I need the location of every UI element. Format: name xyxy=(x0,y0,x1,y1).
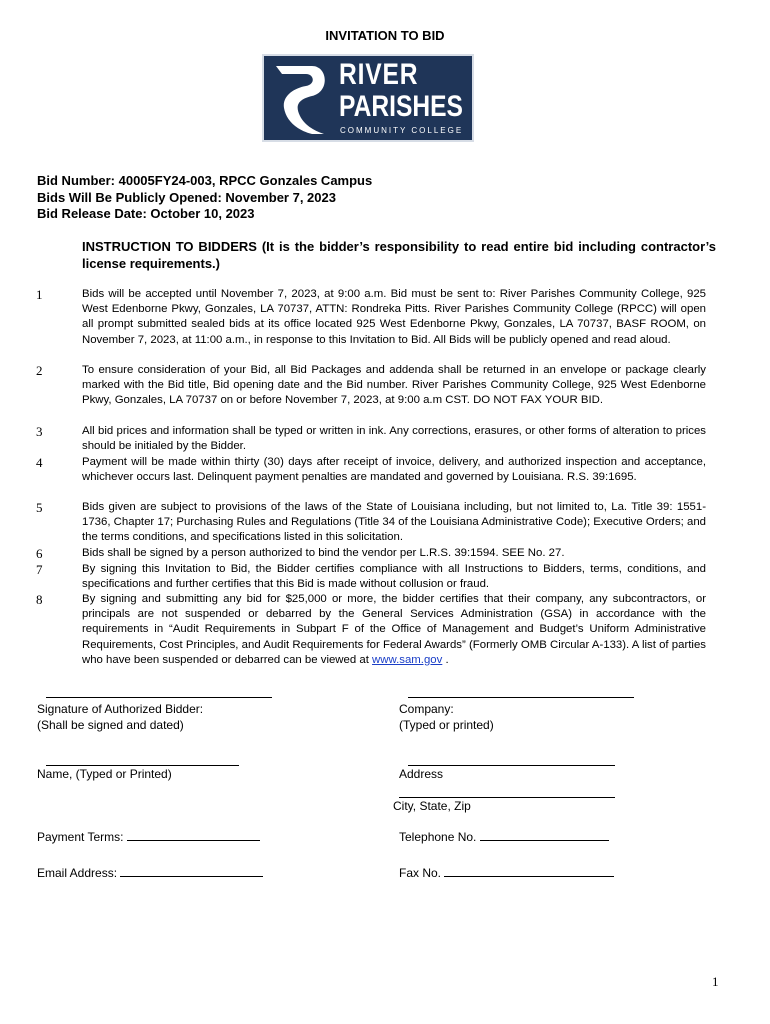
item-number: 2 xyxy=(36,363,43,378)
fax-label: Fax No. xyxy=(399,866,442,880)
fax-field xyxy=(399,865,614,880)
college-logo xyxy=(262,54,474,142)
telephone-line[interactable] xyxy=(480,829,609,841)
bid-opened-date: Bids Will Be Publicly Opened: November 7, 2023 xyxy=(37,190,336,205)
item-text: By signing and submitting any bid for $25,000 or more, the bidder certifies that their company, any subcontractors, or principals are not suspended or debarred by the General Services Administration (GSA) in accordance with the requirements in “Audit Requirements in Subpart F of the Office of Management and Budget’s Uniform Administrative Requirements, Cost Principles, and Audit Requirements for Federal Awards” (Formerly OMB Circular A-133). A list of parties who have been suspended or debarred can be viewed at xyxy=(82,593,706,666)
name-label: Name, (Typed or Printed) xyxy=(37,767,172,781)
city-state-zip-label: City, State, Zip xyxy=(393,799,471,813)
river-logo-icon xyxy=(272,62,334,138)
company-line[interactable] xyxy=(408,697,634,698)
payment-terms-field xyxy=(37,829,260,844)
signature-note: (Shall be signed and dated) xyxy=(37,718,184,732)
address-line[interactable] xyxy=(408,765,615,766)
name-line[interactable] xyxy=(46,765,239,766)
item-number: 5 xyxy=(36,500,43,515)
item-number: 8 xyxy=(36,592,43,607)
instruction-item: Bids shall be signed by a person authorized to bind the vendor per L.R.S. 39:1594. SEE No. 27. xyxy=(82,547,565,559)
logo-text-river: RIVER xyxy=(339,58,419,91)
page-number: 1 xyxy=(712,974,719,989)
sam-gov-link[interactable]: www.sam.gov xyxy=(372,653,443,666)
instruction-item xyxy=(82,592,706,668)
logo-text-parishes: PARISHES xyxy=(339,90,463,123)
email-line[interactable] xyxy=(120,865,263,877)
city-line[interactable] xyxy=(399,797,615,798)
page-title: INVITATION TO BID xyxy=(325,28,445,43)
company-note: (Typed or printed) xyxy=(399,718,494,732)
instruction-item: By signing this Invitation to Bid, the Bidder certifies compliance with all Instructions to Bidders, terms, conditions, and specifications and further certifies that this Bid is made without collusion or fraud. xyxy=(82,563,706,591)
payment-terms-line[interactable] xyxy=(127,829,260,841)
company-label: Company: xyxy=(399,702,454,716)
signature-label: Signature of Authorized Bidder: xyxy=(37,702,204,716)
payment-terms-label: Payment Terms: xyxy=(37,830,124,844)
signature-line[interactable] xyxy=(46,697,272,698)
instruction-item: Payment will be made within thirty (30) days after receipt of invoice, delivery, and authorized inspection and acceptance, whichever occurs last. Delinquent payment penalties are mandated and governed by Louisiana. R.S. 39:1695. xyxy=(82,456,706,484)
email-label: Email Address: xyxy=(37,866,118,880)
bid-release-date: Bid Release Date: October 10, 2023 xyxy=(37,206,255,221)
instruction-item: To ensure consideration of your Bid, all Bid Packages and addenda shall be returned in an envelope or package clearly marked with the Bid title, Bid opening date and the Bid number. River Parishes Community College, 925 West Edenborne Pkwy, Gonzales, LA 70737 on or before November 7, 2023, at 9:00 a.m CST. DO NOT FAX YOUR BID. xyxy=(82,364,706,407)
item-number: 3 xyxy=(36,424,43,439)
telephone-label: Telephone No. xyxy=(399,830,477,844)
item-number: 7 xyxy=(36,562,43,577)
instruction-item: Bids given are subject to provisions of the laws of the State of Louisiana including, but not limited to, La. Title 39: 1551-1736, Chapter 17; Purchasing Rules and Regulations (Title 34 of the Louisiana Administrative Code); Executive Orders; and the terms conditions, and specifications listed in this solicitation. xyxy=(82,501,706,544)
item-number: 6 xyxy=(36,546,43,561)
instruction-item: Bids will be accepted until November 7, 2023, at 9:00 a.m. Bid must be sent to: River Parishes Community College, 925 West Edenborne Pkwy, Gonzales, LA 70737, ATTN: Rondreka Pitts. River Parishes Community College (RPCC) will open all prompt submitted sealed bids at its office located 925 West Edenborne Pkwy, Gonzales, LA 70737, BASF ROOM, on November 7, 2023, at 11:00 a.m., in response to this Invitation to Bid. All Bids will be publicly opened and read aloud. xyxy=(82,288,706,346)
logo-text-community-college: COMMUNITY COLLEGE xyxy=(340,126,464,135)
email-field xyxy=(37,865,263,880)
fax-line[interactable] xyxy=(444,865,614,877)
instructions-heading: INSTRUCTION TO BIDDERS (It is the bidder’s responsibility to read entire bid including contractor’s license requirements.) xyxy=(82,239,716,271)
item-number: 4 xyxy=(36,455,43,470)
telephone-field xyxy=(399,829,609,844)
instruction-item: All bid prices and information shall be typed or written in ink. Any corrections, erasures, or other forms of alteration to prices should be initialed by the Bidder. xyxy=(82,425,706,453)
item-number: 1 xyxy=(36,287,43,302)
bid-number: Bid Number: 40005FY24-003, RPCC Gonzales Campus xyxy=(37,173,373,188)
item-text-end: . xyxy=(442,653,449,666)
address-label: Address xyxy=(399,767,444,781)
